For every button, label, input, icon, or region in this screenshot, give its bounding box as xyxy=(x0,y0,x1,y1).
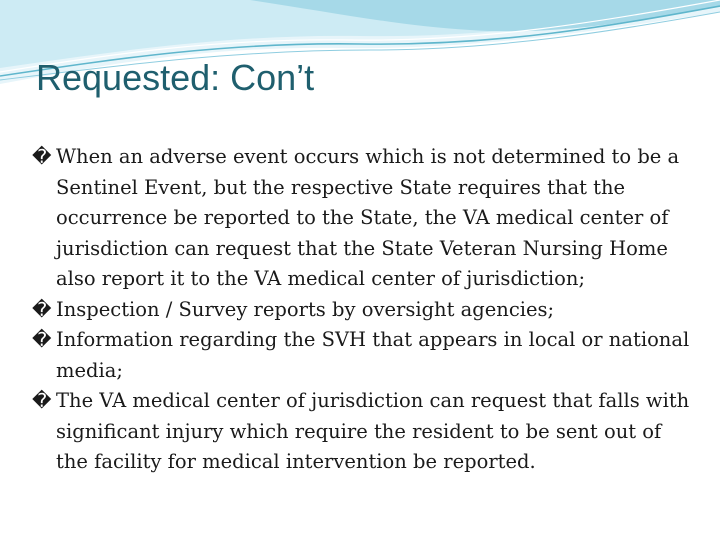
bullet-text: When an adverse event occurs which is not determined to be a Sentinel Event, but the respective State requires that the occurrence be reported to the State, the VA medical center of jurisdiction can request that the State Veteran Nursing Home also report it to the VA medical center of jurisdiction; xyxy=(56,145,680,290)
bullet-marker-icon: � xyxy=(32,390,52,412)
bullet-marker-icon: � xyxy=(32,298,52,321)
bullet-text: Information regarding the SVH that appears in local or national media; xyxy=(56,328,690,382)
bullet-marker-icon: � xyxy=(32,146,52,168)
bullet-item xyxy=(32,142,692,295)
bullet-text: The VA medical center of jurisdiction can request that falls with significant injury which require the resident to be sent out of the facility for medical intervention be reported. xyxy=(56,389,690,473)
slide-title: Requested: Con’t xyxy=(36,57,315,98)
bullet-item xyxy=(32,325,692,386)
bullet-text: Inspection / Survey reports by oversight agencies; xyxy=(56,297,555,321)
bullet-item xyxy=(32,386,692,478)
bullet-marker-icon: � xyxy=(32,329,52,351)
bullet-list xyxy=(32,142,692,478)
bullet-item xyxy=(32,295,692,326)
